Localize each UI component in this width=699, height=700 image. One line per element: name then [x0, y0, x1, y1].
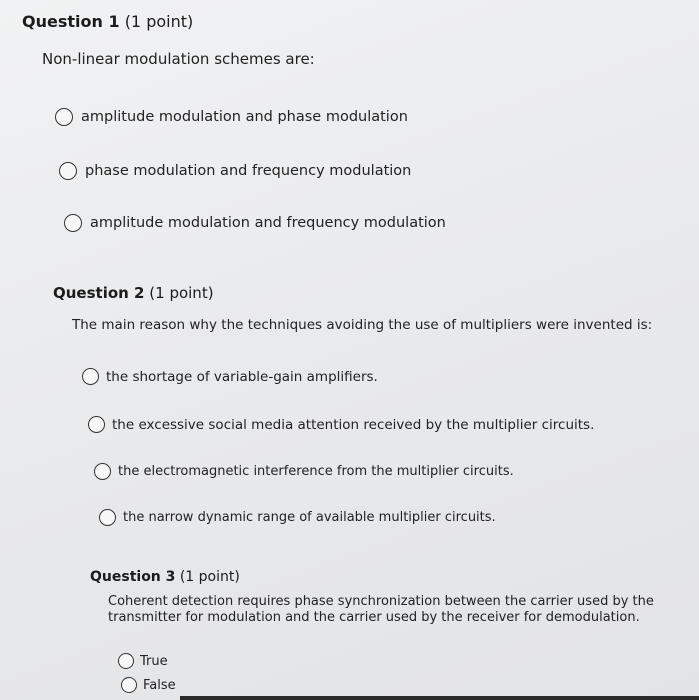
q2-option-1[interactable]: [82, 368, 378, 385]
option-label: True: [140, 653, 168, 669]
radio-button[interactable]: [55, 108, 73, 126]
option-label: False: [143, 677, 176, 693]
question-1-title: [22, 12, 193, 31]
radio-button[interactable]: [59, 162, 77, 180]
question-3-label: Question 3: [90, 569, 176, 585]
radio-button[interactable]: [88, 416, 105, 433]
option-label: the electromagnetic interference from the multiplier circuits.: [118, 464, 514, 479]
option-label: the excessive social media attention received by the multiplier circuits.: [112, 416, 595, 433]
question-3-title: [90, 569, 240, 585]
radio-button[interactable]: [99, 509, 116, 526]
q1-option-3[interactable]: [64, 214, 446, 232]
option-label: the shortage of variable-gain amplifiers.: [106, 368, 378, 385]
q2-option-3[interactable]: [94, 463, 514, 480]
q1-option-1[interactable]: [55, 108, 408, 126]
question-3-points: (1 point): [179, 569, 240, 585]
radio-button[interactable]: [121, 677, 137, 693]
q3-option-true[interactable]: [118, 653, 168, 669]
q2-option-4[interactable]: [99, 509, 496, 526]
q3-option-false[interactable]: [121, 677, 176, 693]
option-label: the narrow dynamic range of available multiplier circuits.: [123, 510, 496, 525]
q1-option-2[interactable]: [59, 162, 411, 180]
question-1-prompt: Non-linear modulation schemes are:: [42, 50, 315, 68]
option-label: amplitude modulation and frequency modulation: [90, 215, 446, 231]
radio-button[interactable]: [82, 368, 99, 385]
radio-button[interactable]: [118, 653, 134, 669]
question-2-prompt: The main reason why the techniques avoiding the use of multipliers were invented is:: [72, 317, 653, 333]
radio-button[interactable]: [94, 463, 111, 480]
radio-button[interactable]: [64, 214, 82, 232]
question-3-prompt: Coherent detection requires phase synchronization between the carrier used by the transmitter for modulation and the carrier used by the receiver for demodulation.: [108, 594, 654, 625]
question-2-title: [53, 284, 214, 302]
question-2-points: (1 point): [149, 284, 214, 302]
question-2-label: Question 2: [53, 284, 145, 302]
option-label: phase modulation and frequency modulation: [85, 163, 412, 179]
option-label: amplitude modulation and phase modulation: [81, 109, 408, 125]
q2-option-2[interactable]: [88, 416, 594, 433]
question-1-label: Question 1: [22, 12, 120, 31]
question-1-points: (1 point): [124, 12, 194, 31]
screen-bezel-edge: [180, 696, 699, 700]
